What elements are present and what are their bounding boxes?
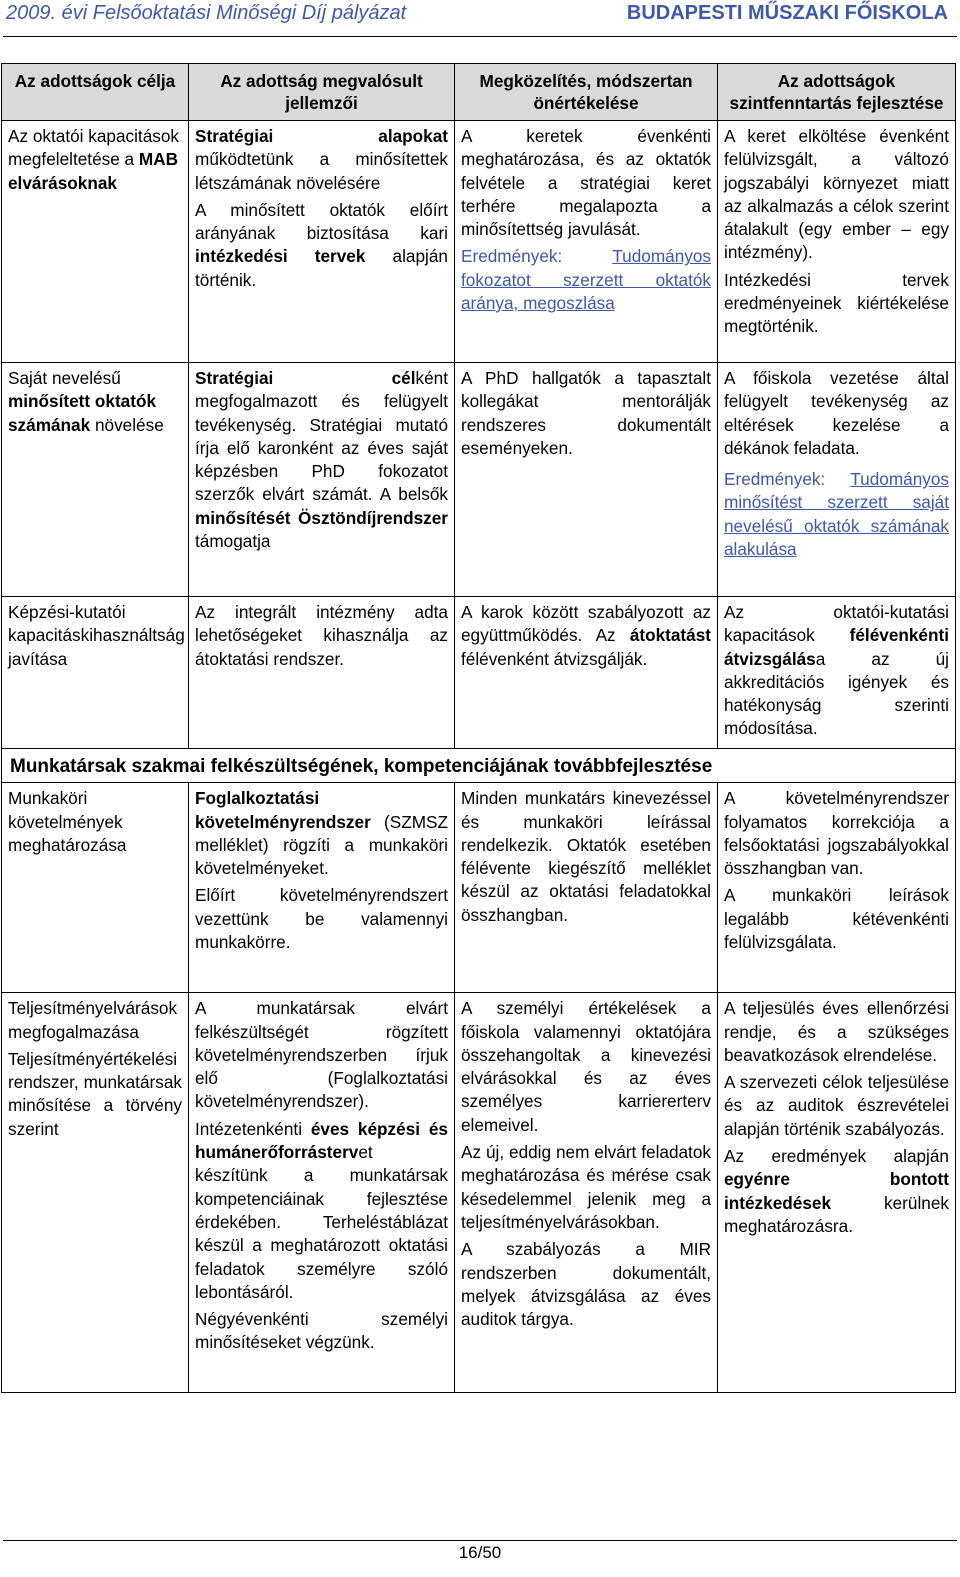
- content-table: [1, 63, 956, 1393]
- col-header-features: Az adottság megvalósult jellemzői: [189, 64, 455, 121]
- cell-goal: Képzési-kutatói kapacitáskihasználtság javítása: [2, 597, 189, 749]
- header-institution: BUDAPESTI MŰSZAKI FŐISKOLA: [626, 2, 948, 24]
- cell-development: A főiskola vezetése által felügyelt tevékenység az eltérések kezelése a dékánok feladata. Eredmények: Tudományos minősítést szerzett saját nevelésű oktatók számának alakulása: [718, 363, 956, 597]
- cell-goal: Teljesítményelvárások megfogalmazása Teljesítményértékelési rendszer, munkatársak minősítése a törvény szerint: [2, 993, 189, 1393]
- results-link[interactable]: Tudományos minősítést szerzett saját nevelésű oktatók számának alakulása: [724, 469, 949, 560]
- cell-goal: Az oktatói kapacitások megfeleltetése a MAB elvárásoknak: [2, 121, 189, 363]
- col-header-goal: Az adottságok célja: [2, 64, 189, 121]
- table-row: [2, 363, 956, 597]
- section-row: [2, 749, 956, 783]
- page-header: [0, 0, 960, 40]
- cell-features: Foglalkoztatási követelményrendszer (SZMSZ melléklet) rögzíti a munkaköri követelményeket. Előírt követelményrendszert vezettünk be valamennyi munkakörre.: [189, 783, 455, 993]
- cell-approach: A karok között szabályozott az együttműködés. Az átoktatást félévenként átvizsgálják.: [455, 597, 718, 749]
- cell-features: A munkatársak elvárt felkészültségét rögzített követelményrendszerben írjuk elő (Foglalkoztatási követelményrendszer). Intézetenkénti éves képzési és humánerőforrástervet készítünk a munkatársak kompetenciáinak fejlesztése érdekében. Terheléstáblázat készül a meghatározott oktatási feladatok személyre szóló lebontásáról. Négyévenkénti személyi minősítéseket végzünk.: [189, 993, 455, 1393]
- cell-approach: Minden munkatárs kinevezéssel és munkaköri leírással rendelkezik. Oktatók esetében félévente kiegészítő melléklet készül az oktatási feladatokkal összhangban.: [455, 783, 718, 993]
- cell-goal: Saját nevelésű minősített oktatók számának növelése: [2, 363, 189, 597]
- footer-rule: [3, 1540, 957, 1541]
- header-title: 2009. évi Felsőoktatási Minőségi Díj pályázat: [6, 2, 407, 24]
- cell-goal: Munkaköri követelmények meghatározása: [2, 783, 189, 993]
- col-header-development: Az adottságok szintfenntartás fejlesztése: [718, 64, 956, 121]
- header-rule: [3, 36, 957, 37]
- results-link[interactable]: Tudományos fokozatot szerzett oktatók aránya, megoszlása: [461, 246, 711, 314]
- cell-features: Stratégiai célként megfogalmazott és felügyelt tevékenység. Stratégiai mutató írja elő karonként az éves saját képzésben PhD fokozatot szerzők elvárt számát. A belsők minősítését Ösztöndíjrendszer támogatja: [189, 363, 455, 597]
- table-row: [2, 597, 956, 749]
- table-row: [2, 993, 956, 1393]
- cell-approach: A PhD hallgatók a tapasztalt kollegákat mentorálják rendszeres dokumentált eseményeken.: [455, 363, 718, 597]
- col-header-approach: Megközelítés, módszertan önértékelése: [455, 64, 718, 121]
- cell-development: A követelményrendszer folyamatos korrekciója a felsőoktatási jogszabályokkal összhangban van. A munkaköri leírások legalább kétévenkénti felülvizsgálata.: [718, 783, 956, 993]
- cell-approach: A személyi értékelések a főiskola valamennyi oktatójára összehangoltak a kinevezési elvárásokkal és az éves személyes karriererterv elemeivel. Az új, eddig nem elvárt feladatok meghatározása és mérése csak késedelemmel jelenik meg a teljesítményelvárásokban. A szabályozás a MIR rendszerben dokumentált, melyek átvizsgálása az éves auditok tárgya.: [455, 993, 718, 1393]
- cell-development: Az oktatói-kutatási kapacitások félévenkénti átvizsgálása az új akkreditációs igények és hatékonyság szerinti módosítása.: [718, 597, 956, 749]
- cell-approach: A keretek évenkénti meghatározása, és az oktatók felvétele a stratégiai keret terhére megalapozta a minősítettség javulását. Eredmények: Tudományos fokozatot szerzett oktatók aránya, megoszlása: [455, 121, 718, 363]
- cell-development: A teljesülés éves ellenőrzési rendje, és a szükséges beavatkozások elrendelése. A szervezeti célok teljesülése és az auditok észrevételei alapján történik szabályozás. Az eredmények alapján egyénre bontott intézkedések kerülnek meghatározásra.: [718, 993, 956, 1393]
- table-row: [2, 783, 956, 993]
- section-title: Munkatársak szakmai felkészültségének, kompetenciájának továbbfejlesztése: [2, 749, 956, 783]
- table-header-row: [2, 64, 956, 121]
- page-number: 16/50: [458, 1543, 502, 1562]
- cell-development: A keret elköltése évenként felülvizsgált, a változó jogszabályi környezet miatt az alkalmazás a célok szerint átalakult (egy ember – egy intézmény). Intézkedési tervek eredményeinek kiértékelése megtörténik.: [718, 121, 956, 363]
- cell-features: Az integrált intézmény adta lehetőségeket kihasználja az átoktatási rendszer.: [189, 597, 455, 749]
- table-row: [2, 121, 956, 363]
- cell-features: Stratégiai alapokat működtetünk a minősítettek létszámának növelésére A minősített oktatók előírt arányának biztosítása kari intézkedési tervek alapján történik.: [189, 121, 455, 363]
